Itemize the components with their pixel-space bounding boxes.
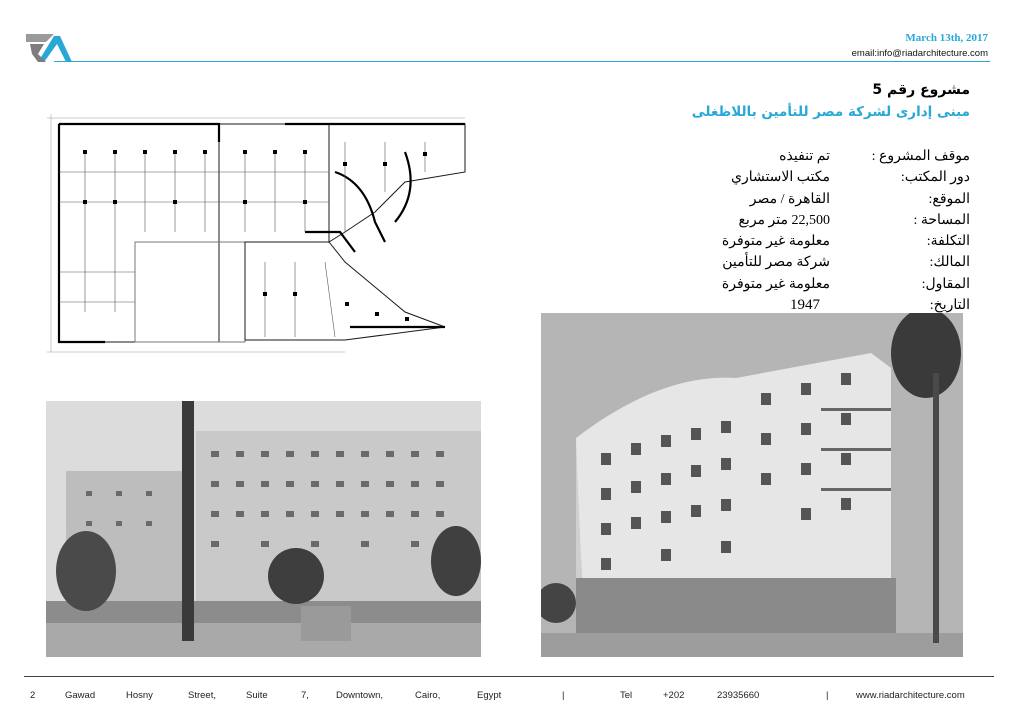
header-rule — [54, 61, 990, 62]
info-value: شركة مصر للتأمين — [722, 255, 830, 271]
footer-address-word: Gawad — [65, 690, 96, 701]
info-value: مكتب الاستشاري — [730, 170, 830, 186]
info-value: معلومة غير متوفرة — [721, 276, 830, 292]
info-label: المالك: — [929, 255, 970, 271]
header-email[interactable]: email:info@riadarchitecture.com — [851, 48, 988, 59]
footer-address-word: Egypt — [477, 690, 502, 701]
project-info-table — [670, 146, 970, 316]
footer-address-word: Downtown, — [336, 690, 383, 701]
info-value: 22,500 متر مربع — [738, 212, 830, 228]
project-number-title: مشروع رقم 5 — [872, 82, 970, 98]
footer-address-word: Cairo, — [415, 690, 441, 701]
footer — [30, 690, 988, 704]
info-row-area — [670, 210, 970, 231]
footer-address-word: Hosny — [126, 690, 153, 701]
footer-address-word: Suite — [246, 690, 268, 701]
building-photo-right — [541, 313, 963, 657]
info-row-owner — [670, 252, 970, 273]
footer-rule — [24, 676, 994, 677]
footer-tel-number: 23935660 — [717, 690, 760, 701]
footer-address-word: 7, — [301, 690, 309, 701]
project-name-title: مبنى إدارى لشركة مصر للتأمين باللاظغلى — [691, 104, 970, 120]
info-row-status — [670, 146, 970, 167]
footer-website-link[interactable]: www.riadarchitecture.com — [856, 690, 965, 701]
info-value: القاهرة / مصر — [749, 191, 830, 207]
info-label: المساحة : — [913, 212, 970, 228]
info-row-cost — [670, 231, 970, 252]
footer-address-word: 2 — [30, 690, 36, 701]
info-label: موقف المشروع : — [871, 149, 970, 164]
floor-plan-image — [45, 112, 479, 357]
footer-separator: | — [826, 690, 829, 701]
info-row-location — [670, 189, 970, 210]
header-date: March 13th, 2017 — [905, 32, 988, 44]
info-label: التكلفة: — [926, 234, 970, 250]
info-value: معلومة غير متوفرة — [721, 234, 830, 250]
building-photo-left — [46, 401, 481, 657]
info-label: المقاول: — [921, 276, 970, 292]
footer-tel-label: Tel — [620, 690, 633, 701]
info-row-contractor — [670, 274, 970, 295]
footer-tel-code: +202 — [663, 690, 685, 701]
footer-address-word: Street, — [188, 690, 216, 701]
info-label: الموقع: — [928, 191, 970, 207]
info-label: التاريخ: — [929, 298, 970, 314]
info-row-role — [670, 167, 970, 188]
info-value: 1947 — [790, 297, 820, 314]
info-value: تم تنفيذه — [779, 149, 830, 164]
info-label: دور المكتب: — [900, 170, 970, 186]
footer-separator: | — [562, 690, 565, 701]
